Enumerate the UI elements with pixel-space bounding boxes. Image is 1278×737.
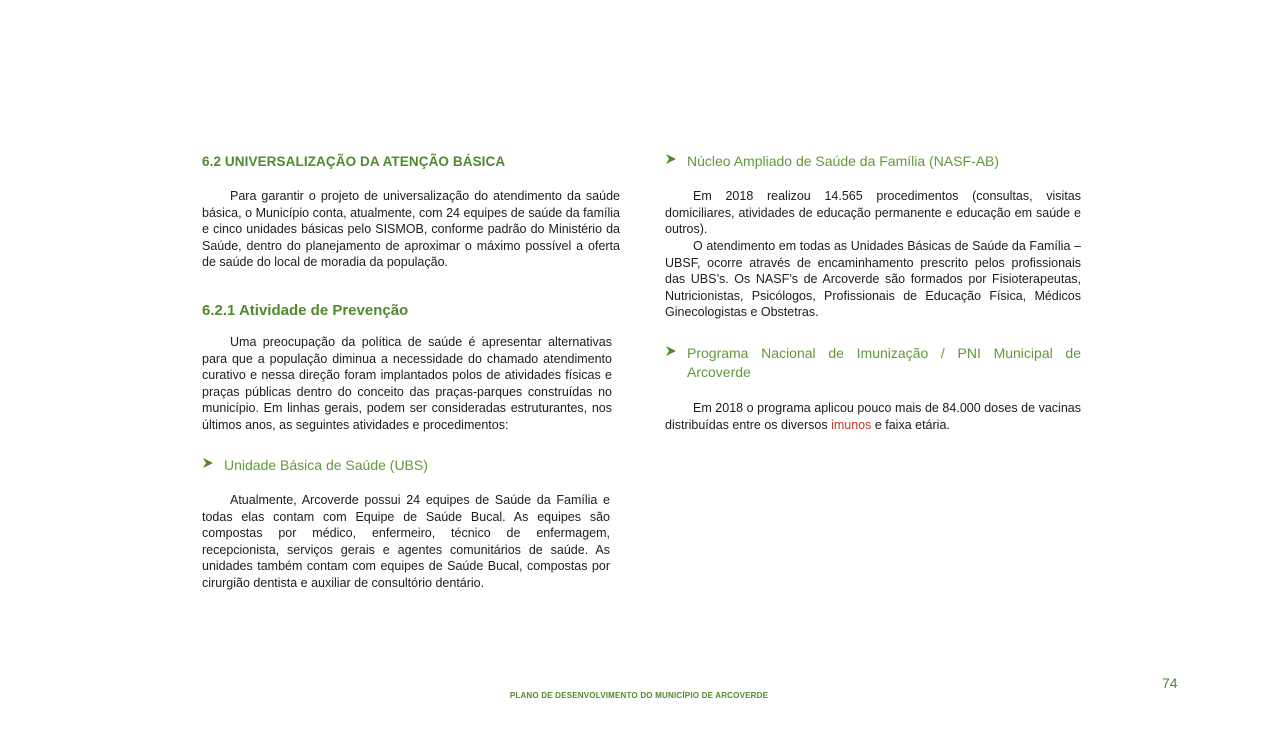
page-number: 74 <box>1162 675 1178 691</box>
paragraph-text: Para garantir o projeto de universalização do atendimento da saúde básica, o Município conta, atualmente, com 24 equipes de saúde da família e cinco unidades básicas pelo SISMOB, conforme padrão do Ministério da Saúde, dentro do planejamento de aproximar o máximo possível a oferta de saúde do local de moradia da população. <box>202 189 620 270</box>
paragraph-prevencao <box>202 334 612 434</box>
bullet-ubs-label: Unidade Básica de Saúde (UBS) <box>224 457 428 473</box>
bullet-pni-label: Programa Nacional de Imunização / PNI Municipal de Arcoverde <box>687 345 1081 380</box>
bullet-nasf-label: Núcleo Ampliado de Saúde da Família (NASF-AB) <box>687 153 1000 169</box>
paragraph-text: Atualmente, Arcoverde possui 24 equipes de Saúde da Família e todas elas contam com Equipe de Saúde Bucal. As equipes são compostas por médico, enfermeiro, técnico de enfermagem, recepcionista, serviços gerais e agentes comunitários de saúde. As unidades também contam com equipes de Saúde Bucal, compostas por cirurgião dentista e auxiliar de consultório dentário. <box>202 493 610 590</box>
subsection-title: 6.2.1 Atividade de Prevenção <box>202 302 409 319</box>
bullet-ubs <box>202 456 612 475</box>
page-footer: PLANO DE DESENVOLVIMENTO DO MUNICÍPIO DE ARCOVERDE <box>509 691 769 700</box>
arrowhead-bullet-icon <box>202 456 214 476</box>
section-title: 6.2 UNIVERSALIZAÇÃO DA ATENÇÃO BÁSICA <box>202 154 506 169</box>
paragraph-text: Em 2018 o programa aplicou pouco mais de 84.000 doses de vacinas distribuídas entre os diversos <box>665 401 1081 432</box>
paragraph-ubs <box>202 492 610 592</box>
paragraph-nasf-1 <box>665 188 1081 238</box>
bullet-nasf <box>665 152 1081 171</box>
paragraph-text: O atendimento em todas as Unidades Básicas de Saúde da Família – UBSF, ocorre através de encaminhamento prescrito pelos profissionais das UBS’s. Os NASF’s de Arcoverde são formados por Fisioterapeutas, Nutricionistas, Psicólogos, Profissionais de Educação Física, Médicos Ginecologistas e Obstetras. <box>665 239 1081 320</box>
highlighted-word: imunos <box>831 417 872 432</box>
arrowhead-bullet-icon <box>665 344 677 364</box>
paragraph-pni <box>665 400 1081 433</box>
paragraph-text: Uma preocupação da política de saúde é apresentar alternativas para que a população diminua a necessidade do chamado atendimento curativo e nessa direção foram implantados polos de atividades físicas e praças públicas dentro do conceito das praças-parques construídas no município. Em linhas gerais, podem ser consideradas estruturantes, nos últimos anos, as seguintes atividades e procedimentos: <box>202 335 612 432</box>
paragraph-nasf-2 <box>665 238 1081 321</box>
bullet-pni <box>665 344 1081 382</box>
paragraph-universalizacao <box>202 188 620 271</box>
arrowhead-bullet-icon <box>665 152 677 172</box>
paragraph-text: Em 2018 realizou 14.565 procedimentos (consultas, visitas domiciliares, atividades de educação permanente e educação em saúde e outros). <box>665 189 1081 237</box>
paragraph-text-end: e faixa etária. <box>871 417 950 432</box>
